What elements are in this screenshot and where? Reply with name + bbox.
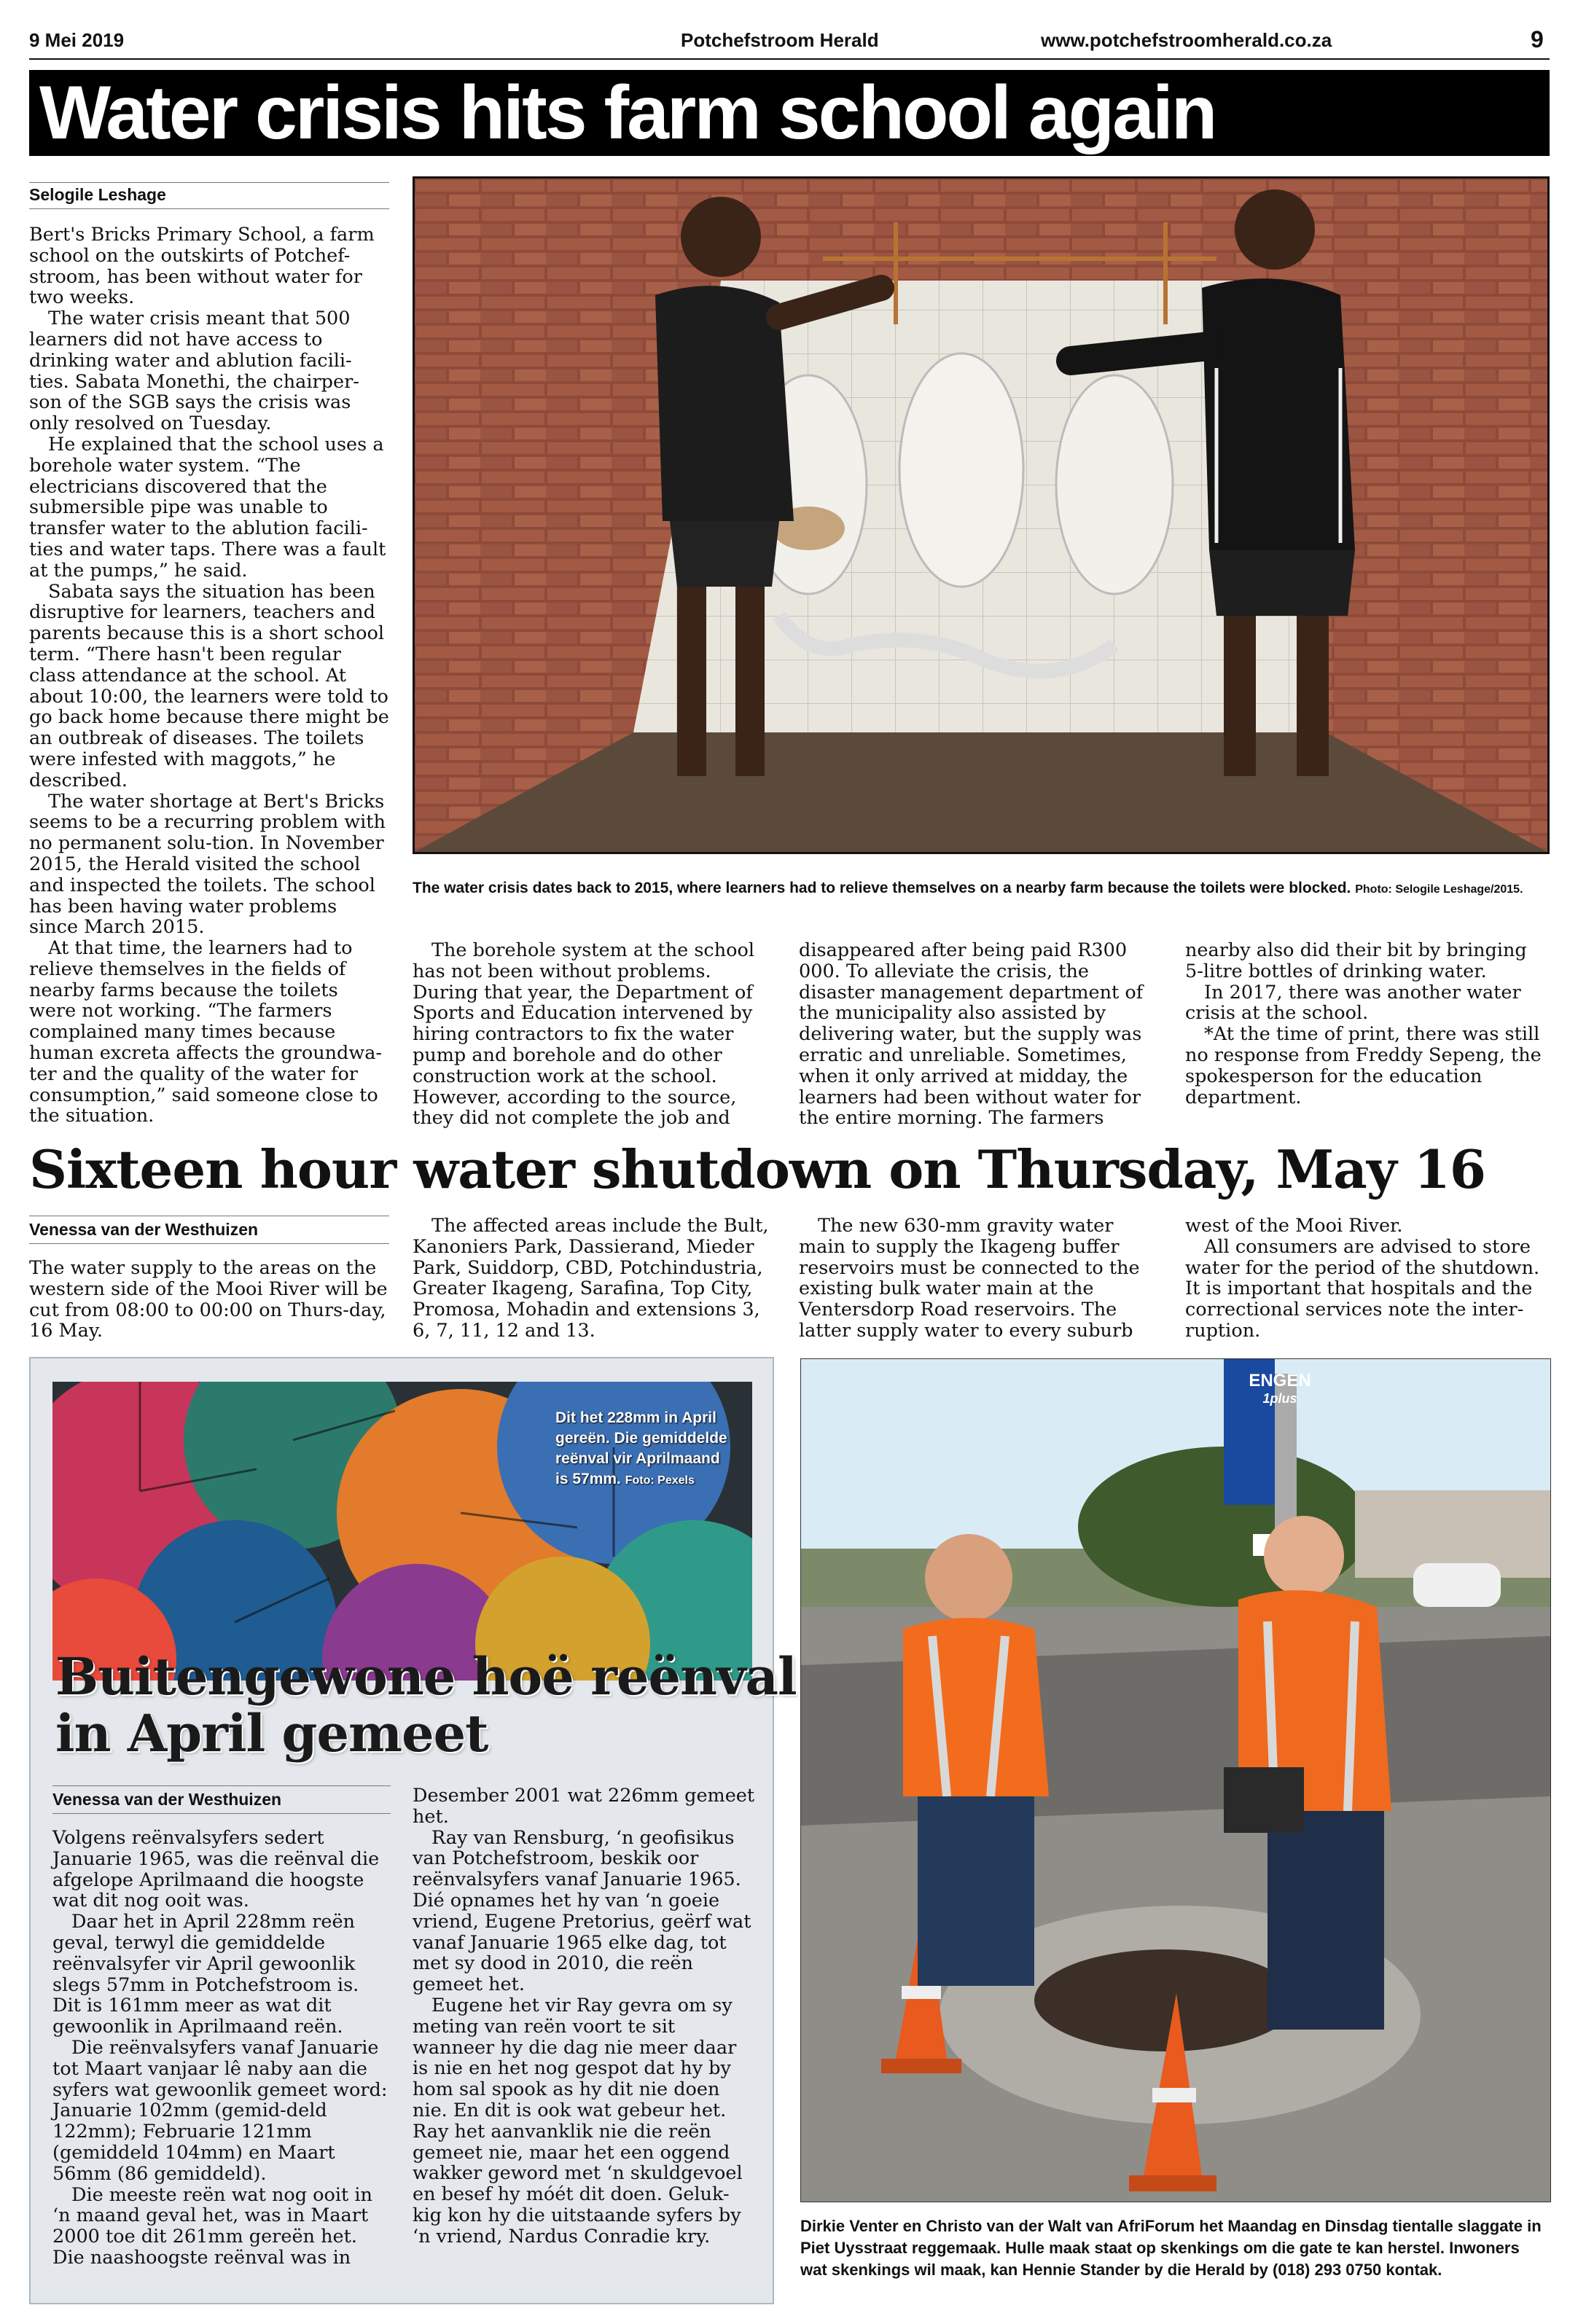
paragraph: The borehole system at the school has not been without problems. During that year, the Department of Sports and Education intervened by hiring contractors to fix the water pump and borehole and do other construction work at the school. However, according to the source, they did not complete the job and bbox=[413, 939, 754, 1130]
paragraph: Die meeste reën wat nog ooit in ‘n maand geval het, was in Maart 2000 toe dit 261mm gereën het. Die naashoogste reënval was in bbox=[52, 2183, 372, 2269]
paragraph: Volgens reënvalsyfers sedert Januarie 1965, was die reënval die afgelope Aprilmaand die hoogste wat dit nog ooit was. bbox=[52, 1827, 380, 1912]
article1-column-3 bbox=[799, 940, 1159, 1129]
umbrellas-photo bbox=[52, 1382, 752, 1681]
byline-rule bbox=[52, 1813, 391, 1814]
paragraph: Die reënvalsyfers vanaf Januarie tot Maart vanjaar lê naby aan die syfers wat gewoonlik gemeet word: Januarie 102mm (gemid-deld 122mm); Februarie 121mm (gemiddeld 104mm) en Maart 56mm (86 gemiddeld). bbox=[52, 2036, 388, 2185]
byline-rule bbox=[29, 1243, 389, 1244]
article1-photo-caption bbox=[413, 877, 1550, 900]
caption-text: The water crisis dates back to 2015, where learners had to relieve themselves on a nearby farm because the toilets were blocked. bbox=[413, 880, 1351, 896]
sign-sub: 1plus bbox=[1262, 1391, 1297, 1406]
paragraph: west of the Mooi River. bbox=[1185, 1215, 1403, 1237]
school-toilets-photo bbox=[413, 176, 1550, 854]
byline-rule bbox=[52, 1785, 391, 1786]
sign-brand: ENGEN bbox=[1249, 1371, 1311, 1390]
byline-rule bbox=[29, 182, 389, 183]
headline-line-1: Buitengewone hoë reënval bbox=[55, 1646, 797, 1707]
school-toilets-illustration bbox=[415, 179, 1547, 852]
paragraph: He explained that the school uses a borehole water system. “The electricians discovered that the submersible pipe was unable to transfer water to the ablution facili-ties and water taps. There was a fault at the pumps,” he said. bbox=[29, 433, 386, 582]
paragraph: *At the time of print, there was still no response from Freddy Sepeng, the spokesperson for the education department. bbox=[1185, 1023, 1542, 1108]
publication-name: Potchefstroom Herald bbox=[681, 29, 879, 51]
paragraph: The water shortage at Bert's Bricks seems to be a recurring problem with no permanent solu-tion. In November 2015, the Herald visited the school and inspected the toilets. The school has been having water problems since March 2015. bbox=[29, 790, 386, 939]
paragraph: In 2017, there was another water crisis at the school. bbox=[1185, 981, 1521, 1025]
caption-text: Dit het 228mm in April gereën. Die gemiddelde reënval vir Aprilmaand is 57mm. bbox=[555, 1409, 727, 1487]
paragraph: Eugene het vir Ray gevra om sy meting van reën voort te sit wanneer hy die dag nie meer daar is nie en het nog gespot dat hy by hom sal spook as hy dit nie doen nie. En dit is ook wat gebeur het. Ray het aanvanklik nie die reën gemeet nie, maar het een oggend wakker geword met ‘n skuldgevoel en besef hy móét dit doen. Geluk-kig kon hy die uitstaande syfers by ‘n vriend, Nardus Conradie kry. bbox=[413, 1994, 743, 2247]
paragraph: All consumers are advised to store water for the period of the shutdown. It is important that hospitals and the correctional services note the inter-ruption. bbox=[1185, 1235, 1540, 1342]
article2-byline: Venessa van der Westhuizen bbox=[29, 1220, 259, 1239]
pothole-photo-caption: Dirkie Venter en Christo van der Walt van AfriForum het Maandag en Dinsdag tientalle slaggate in Piet Uysstraat reggemaak. Hulle maak staat op skenkings om die gate te kan herstel. Inwoners wat skenkings wil maak, kan Hennie Stander by die Herald by (018) 293 0750 kontak. bbox=[800, 2217, 1542, 2279]
paragraph: At that time, the learners had to relieve themselves in the fields of nearby farms because the toilets were not working. “The farmers complained many times because human excreta affects the groundwa-ter and the quality of the water for consumption,” said someone close to the situation. bbox=[29, 937, 383, 1127]
photo-credit: Photo: Selogile Leshage/2015. bbox=[1355, 883, 1523, 896]
paragraph: Desember 2001 wat 226mm gemeet het. bbox=[413, 1785, 755, 1828]
article2-column-2 bbox=[413, 1216, 773, 1342]
article2-column-3 bbox=[799, 1216, 1159, 1342]
article2-column-1 bbox=[29, 1258, 389, 1342]
paragraph: The new 630-mm gravity water main to supply the Ikageng buffer reservoirs must be connected to the existing bulk water main at the Ventersdorp Road reservoirs. The latter supply water to every suburb bbox=[799, 1215, 1140, 1342]
article1-column-2 bbox=[413, 940, 773, 1129]
paragraph: nearby also did their bit by bringing 5-litre bottles of drinking water. bbox=[1185, 939, 1527, 982]
article2-headline: Sixteen hour water shutdown on Thursday, May 16 bbox=[29, 1138, 1485, 1200]
article1-byline: Selogile Leshage bbox=[29, 185, 166, 204]
paragraph: The water supply to the areas on the western side of the Mooi River will be cut from 08:00 to 00:00 on Thurs-day, 16 May. bbox=[29, 1257, 388, 1342]
paragraph: Bert's Bricks Primary School, a farm school on the outskirts of Potchef-stroom, has been without water for two weeks. bbox=[29, 224, 375, 309]
pothole-repair-photo bbox=[800, 1358, 1551, 2202]
photo-credit: Foto: Pexels bbox=[625, 1474, 695, 1487]
website[interactable]: www.potchefstroomherald.co.za bbox=[1041, 29, 1332, 51]
article3-byline: Venessa van der Westhuizen bbox=[52, 1790, 282, 1809]
byline-rule bbox=[29, 208, 389, 209]
paragraph: disappeared after being paid R300 000. To alleviate the crisis, the disaster management department of the municipality also assisted by delivering water, but the supply was erratic and unreliable. Sometimes, when it only arrived at midday, the learners had been without water for the entire morning. The farmers bbox=[799, 939, 1144, 1130]
umbrellas-photo-caption bbox=[555, 1408, 730, 1491]
paragraph: The affected areas include the Bult, Kanoniers Park, Dassierand, Mieder Park, Suiddorp, CBD, Potchindustria, Greater Ikageng, Sarafina, Top City, Promosa, Mohadin and extensions 3, 6, 7, 11, 12 and 13. bbox=[413, 1215, 769, 1342]
article1-headline: Water crisis hits farm school again bbox=[29, 70, 1550, 156]
article2-column-4 bbox=[1185, 1216, 1550, 1342]
article1-column-1 bbox=[29, 224, 389, 1127]
article3-headline bbox=[55, 1648, 797, 1762]
article3-column-2 bbox=[413, 1785, 755, 2247]
article3-column-1 bbox=[52, 1828, 391, 2269]
header-rule bbox=[29, 58, 1550, 60]
page-number: 9 bbox=[1531, 26, 1544, 52]
paragraph: Daar het in April 228mm reën geval, terwyl die gemiddelde reënvalsyfer vir April gewoonlik slegs 57mm in Potchefstroom is. Dit is 161mm meer as wat dit gewoonlik in Aprilmaand reën. bbox=[52, 1911, 359, 2038]
paragraph: Ray van Rensburg, ‘n geofisikus van Potchefstroom, beskik oor reënvalsyfers vanaf Januarie 1965. Dié opnames het hy van ‘n goeie vriend, Eugene Pretorius, geërf wat vanaf Januarie 1965 elke dag, tot met sy dood in 2010, die reën gemeet het. bbox=[413, 1826, 751, 1996]
pothole-repair-illustration bbox=[801, 1359, 1550, 2202]
article1-column-4 bbox=[1185, 940, 1550, 1108]
issue-date: 9 Mei 2019 bbox=[29, 29, 125, 51]
paragraph: Sabata says the situation has been disruptive for learners, teachers and parents because this is a short school term. “There hasn't been regular class attendance at the school. At about 10:00, the learners were told to go back home because there might be an outbreak of diseases. The toilets were infested with maggots,” he described. bbox=[29, 580, 389, 791]
paragraph: The water crisis meant that 500 learners did not have access to drinking water and ablution facili-ties. Sabata Monethi, the chairper-son of the SGB says the crisis was only resolved on Tuesday. bbox=[29, 308, 359, 435]
headline-line-2: in April gemeet bbox=[55, 1703, 488, 1764]
engen-sign bbox=[1247, 1371, 1313, 1406]
